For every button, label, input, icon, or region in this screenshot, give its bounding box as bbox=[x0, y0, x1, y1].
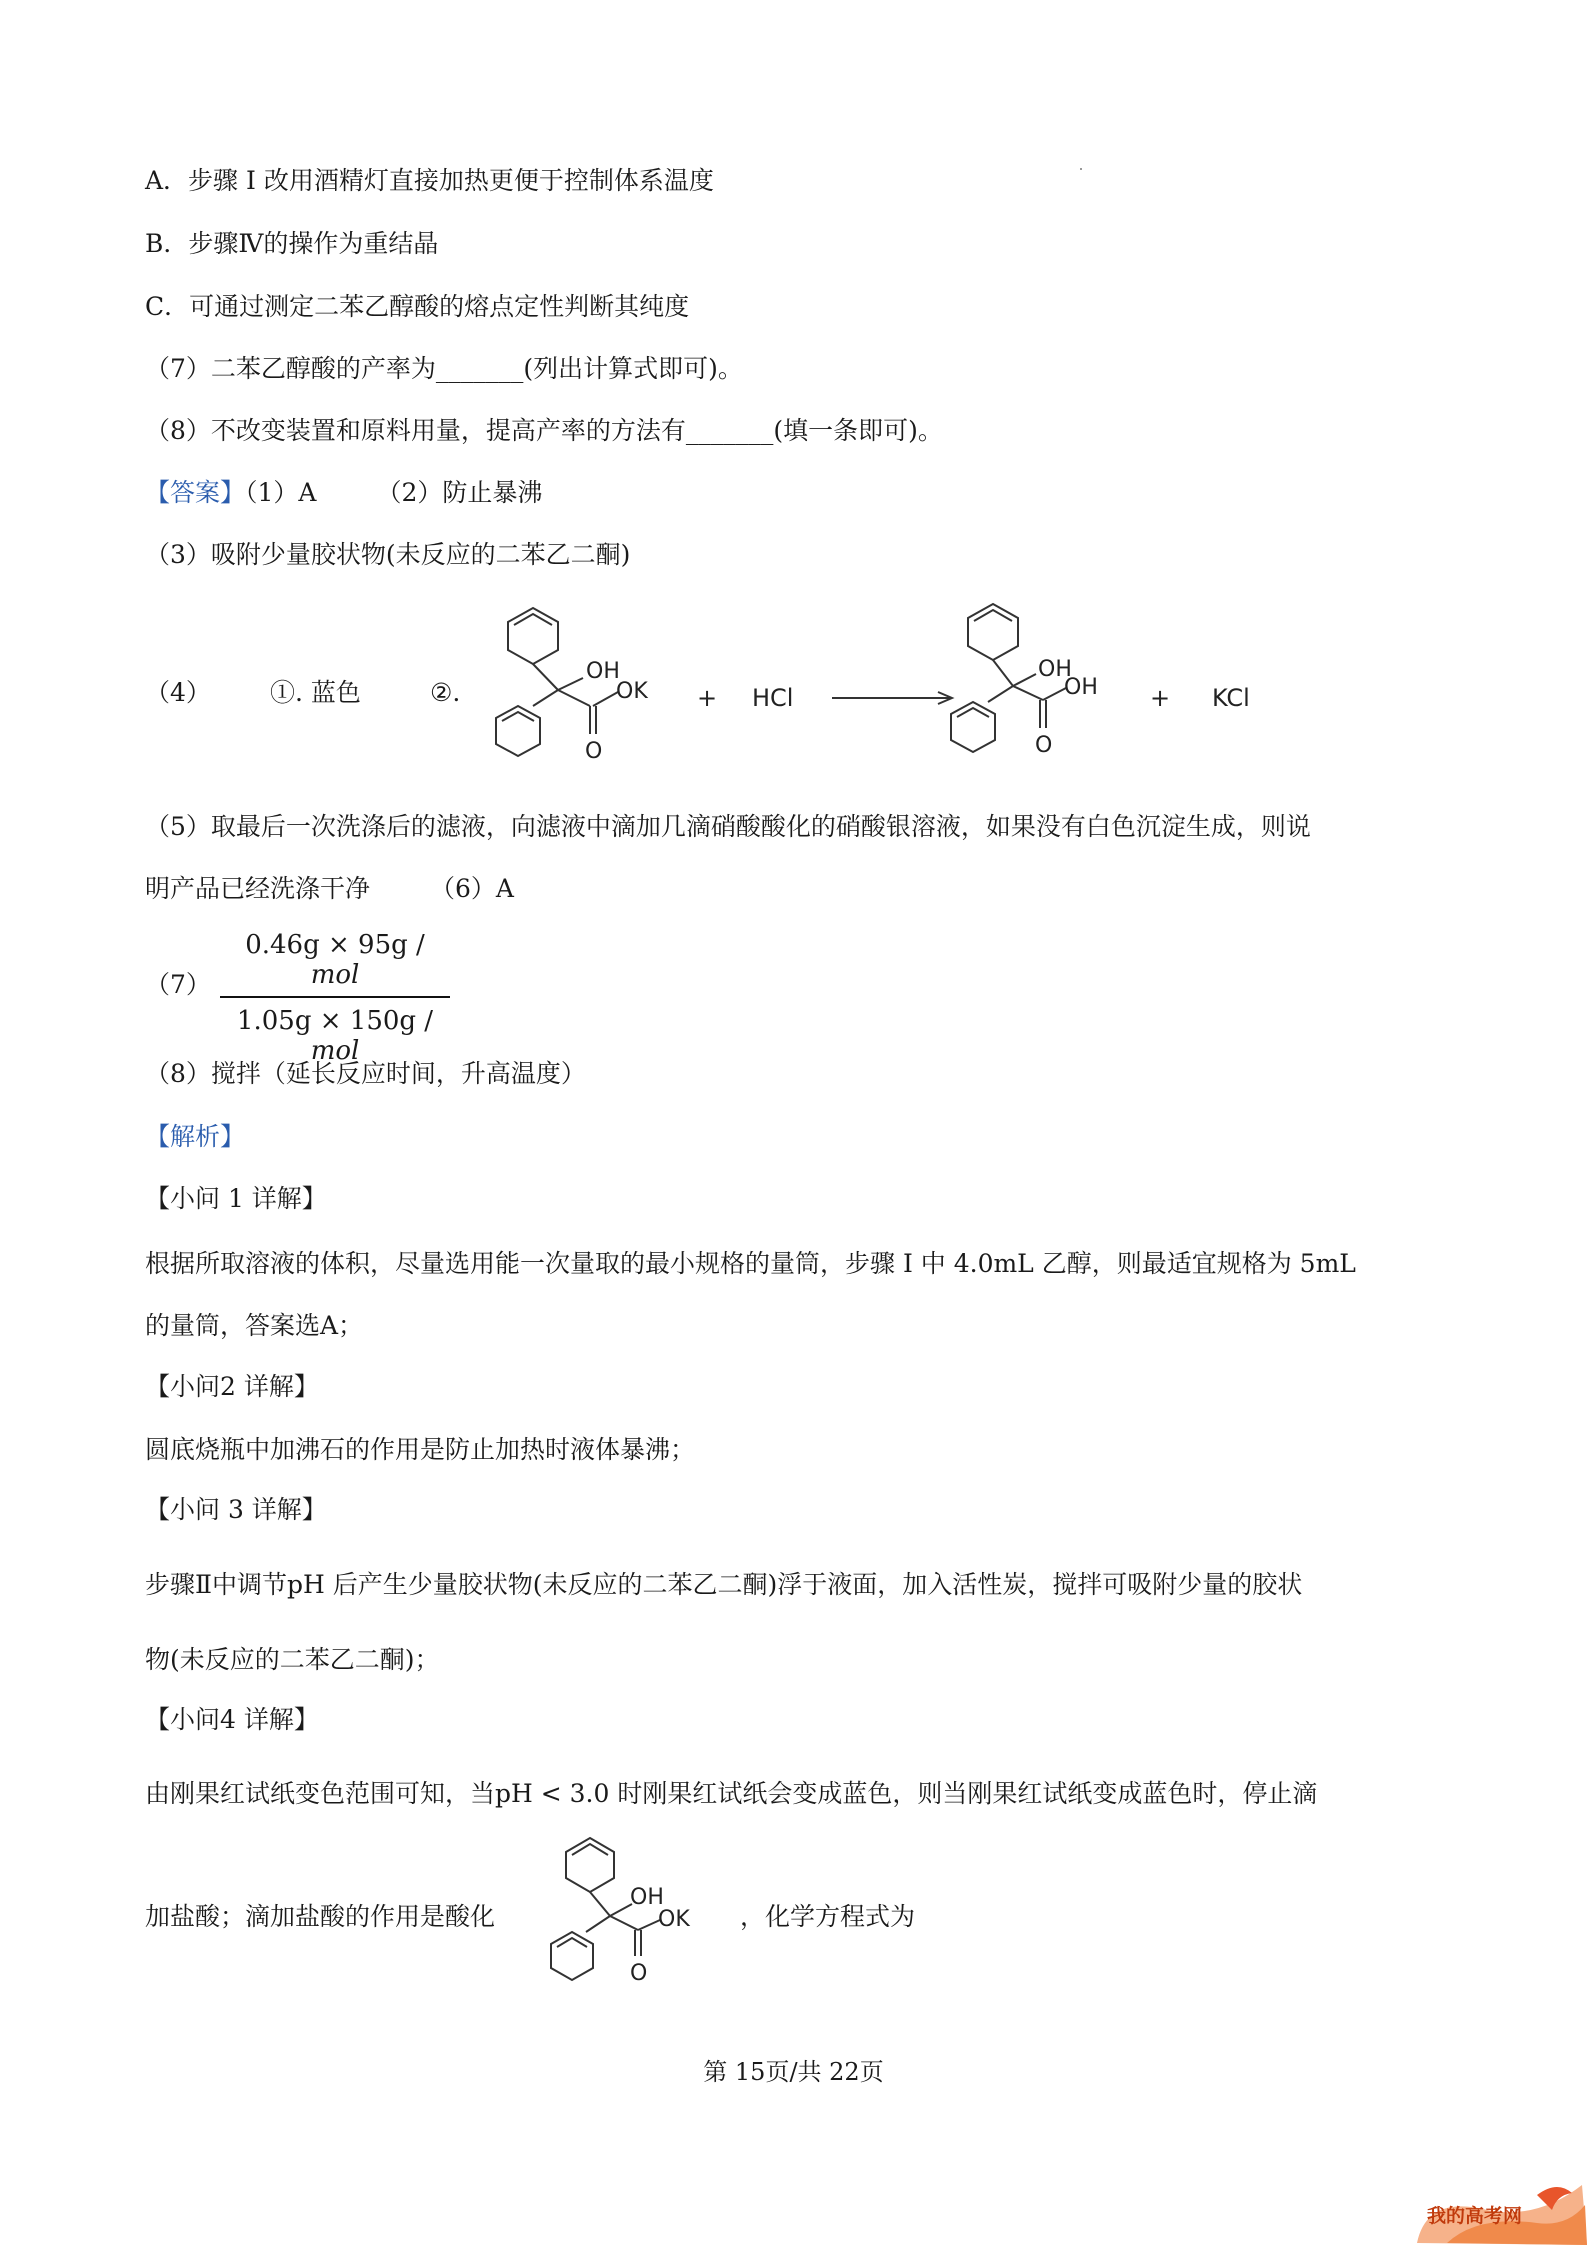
product-molecule bbox=[928, 594, 1138, 774]
q4-line-2-a: 加盐酸；滴加盐酸的作用是酸化 bbox=[145, 1902, 496, 1931]
answer-4-part2: ②. bbox=[430, 678, 461, 707]
answer-7-fraction bbox=[220, 930, 450, 1066]
answer-3: （3）吸附少量胶状物(未反应的二苯乙二酮) bbox=[145, 540, 631, 569]
q3-line-2: 物(未反应的二苯乙二酮)； bbox=[145, 1645, 440, 1674]
q1-heading: 【小问 1 详解】 bbox=[145, 1184, 327, 1213]
option-b: B．步骤Ⅳ的操作为重结晶 bbox=[145, 229, 439, 258]
answer-2: （2）防止暴沸 bbox=[376, 478, 543, 507]
answer-line-1 bbox=[145, 476, 542, 510]
q4-mol-ok: OK bbox=[658, 1907, 690, 1932]
q4-molecule bbox=[530, 1830, 730, 2000]
reactant-molecule bbox=[478, 598, 688, 778]
answer-1: （1）A bbox=[245, 478, 317, 507]
analysis-tag: 【解析】 bbox=[145, 1122, 246, 1151]
answer-6: （6）A bbox=[430, 874, 514, 903]
site-logo bbox=[1387, 2165, 1587, 2245]
product-acid-oh: OH bbox=[1064, 675, 1098, 700]
product-oh: OH bbox=[1038, 657, 1072, 682]
q1-line-1: 根据所取溶液的体积，尽量选用能一次量取的最小规格的量筒，步骤 Ⅰ 中 4.0mL 乙醇，则最适宜规格为 5mL bbox=[145, 1249, 1356, 1278]
stray-dot bbox=[1080, 168, 1082, 170]
answer-tag: 【答案】 bbox=[145, 478, 246, 507]
question-8: （8）不改变装置和原料用量，提高产率的方法有_______(填一条即可)。 bbox=[145, 416, 943, 445]
q4-line-1: 由刚果红试纸变色范围可知，当pH < 3.0 时刚果红试纸会变成蓝色，则当刚果红试纸变成蓝色时，停止滴 bbox=[145, 1779, 1318, 1808]
option-c: C．可通过测定二苯乙醇酸的熔点定性判断其纯度 bbox=[145, 292, 690, 321]
q4-line-2-b: ，化学方程式为 bbox=[740, 1902, 916, 1931]
fraction-denominator: 1.05g × 150g / mol bbox=[236, 1006, 434, 1066]
kcl: KCl bbox=[1212, 684, 1250, 712]
answer-5-line-1: （5）取最后一次洗涤后的滤液，向滤液中滴加几滴硝酸酸化的硝酸银溶液，如果没有白色沉淀生成，则说 bbox=[145, 812, 1311, 841]
answer-5-line-2: 明产品已经洗涤干净 bbox=[145, 874, 371, 903]
answer-7-label: （7） bbox=[145, 970, 211, 999]
q3-heading: 【小问 3 详解】 bbox=[145, 1495, 327, 1524]
reactant-oh: OH bbox=[586, 659, 620, 684]
hcl: HCl bbox=[752, 684, 794, 712]
question-7: （7）二苯乙醇酸的产率为_______(列出计算式即可)。 bbox=[145, 354, 743, 383]
option-a: A．步骤 Ⅰ 改用酒精灯直接加热更便于控制体系温度 bbox=[145, 166, 714, 195]
q1-line-2: 的量筒，答案选A； bbox=[145, 1311, 364, 1340]
q2-line-1: 圆底烧瓶中加沸石的作用是防止加热时液体暴沸； bbox=[145, 1435, 696, 1464]
q3-line-1: 步骤Ⅱ中调节pH 后产生少量胶状物(未反应的二苯乙二酮)浮于液面，加入活性炭，搅拌可吸附少量的胶状 bbox=[145, 1570, 1303, 1599]
q2-heading: 【小问2 详解】 bbox=[145, 1372, 319, 1401]
page-footer: 第 15页/共 22页 bbox=[703, 2058, 884, 2086]
plus-2: + bbox=[1150, 684, 1171, 712]
q4-heading: 【小问4 详解】 bbox=[145, 1705, 319, 1734]
answer-4-label: （4） bbox=[145, 678, 211, 707]
fraction-numerator: 0.46g × 95g / mol bbox=[220, 930, 450, 998]
answer-4-part1: ①. 蓝色 bbox=[270, 678, 361, 707]
answer-8: （8）搅拌（延长反应时间，升高温度） bbox=[145, 1059, 586, 1088]
product-o: O bbox=[1035, 733, 1053, 758]
logo-text: 我的高考网 bbox=[1427, 2205, 1523, 2227]
reactant-o: O bbox=[585, 739, 603, 764]
answer-5-6-line bbox=[145, 872, 514, 906]
reactant-ok: OK bbox=[616, 679, 648, 704]
q4-mol-oh: OH bbox=[630, 1885, 664, 1910]
q4-mol-o: O bbox=[630, 1961, 648, 1986]
plus-1: + bbox=[697, 684, 718, 712]
